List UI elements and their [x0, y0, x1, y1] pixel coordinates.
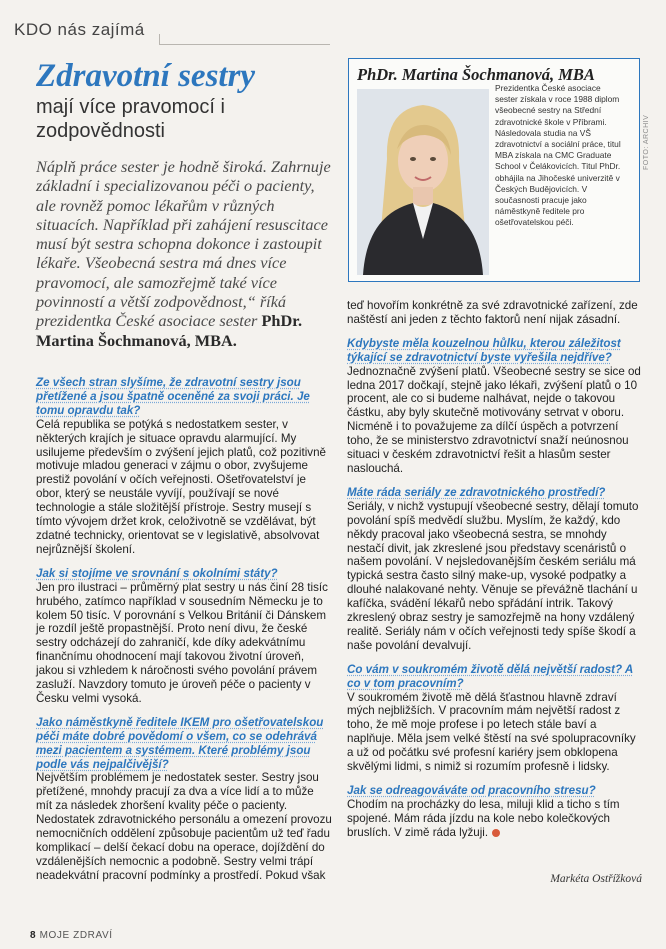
lead-name: PhDr. Martina Šochmanová, MBA. [36, 311, 303, 350]
question: Jak se odreagováváte od pracovního stresu? [347, 784, 596, 797]
article-lead [36, 157, 336, 350]
lead-text: Náplň práce sester je hodně široká. Zahrnuje základní i specializovanou péči o pacienty, ale rovněž pomoc lékařům v různých situacích. Například při zahájení resuscitace musí být sestra schopna dokonce i zastoupit lékaře. Všeobecná sestra má dnes více pravomocí, ale samozřejmě také více povinností a větší zodpovědnost,“ říká prezidentka České asociace sester [36, 157, 331, 331]
right-column [347, 299, 643, 850]
answer: Největším problémem je nedostatek sester. Sestry jsou přetížené, mnohdy pracují za dva a více lidí a to může mít za následek zhoršení kvality péče o pacienty. Nedostatek zdravotnického personálu a omezení provozu nemocničních oddělení způsobuje pacientům už teď řadu komplikací – delší čekací dobu na operace, dojíždění do vzdálenějších nemocnic a podobně. Sestry velmi trápí neadekvátní pracovní podmínky a prostředí. Pokud však [36, 771, 332, 882]
question: Jako náměstkyně ředitele IKEM pro ošetřovatelskou péči máte dobré povědomí o všem, co se odehrává mezi pacientem a systémem. Které problémy jsou podle vás nejpalčivější? [36, 715, 324, 771]
profile-name: PhDr. Martina Šochmanová, MBA [357, 65, 595, 84]
page-footer [30, 930, 113, 941]
section-label: KDO nás zajímá [14, 20, 145, 39]
answer: Seriály, v nichž vystupují všeobecné sestry, dělají tomuto povolání spíš medvědí službu. Myslím, že každý, kdo někdy pracoval jako všeobecná sestra, se mnohdy nestačí divit, jak zkreslené jsou představy scenáristů o našem povolání. V nejsledovanějším českém seriálu má typická sestra často silný make-up, vysoké podpatky a dlouhé nalakované nehty. Věnuje se převážně tlachání u kafíčka, svádění lékařů nebo spřádání intrik. Takový zkreslený obraz sestry je samozřejmě na hony vzdálený realitě. Seriály nám v očích veřejnosti tedy spíše škodí a naše povolání devalvují. [347, 499, 639, 652]
question: Co vám v soukromém životě dělá největší radost? A co v tom pracovním? [347, 662, 634, 690]
question: Kdybyste měla kouzelnou hůlku, kterou záležitost týkající se zdravotnictví byste vyřešila nejdříve? [347, 336, 621, 364]
answer: V soukromém životě mě dělá šťastnou hlavně zdraví mých nejbližších. V pracovním mám největší radost z toho, že mě moje profese i po letech stále baví a naplňuje. Měla jsem velké štěstí na své spolupracovníky a už od počátku své profesní kariéry jsem obklopena skvělými lidmi, s nimiž si rozumím profesně i lidsky. [347, 690, 636, 774]
end-mark-icon [492, 829, 500, 837]
answer: Jen pro ilustraci – průměrný plat sestry u nás činí 28 tisíc hrubého, zatímco například v sousedním Německu je to kolem 50 tisíc. V porovnání s Velkou Británií či Dánskem je rozdíl ještě propastnější. Proto není divu, že české sestry odcházejí do zahraničí, kde díky adekvátnímu finančnímu ohodnocení mají takovou životní úroveň, jakou si vzhledem k náročnosti svého povolání právem zasluží. Navzdory tomuto je úroveň péče o pacienty v Česku velmi vysoká. [36, 580, 328, 705]
article-title: Zdravotní sestry [36, 58, 256, 94]
portrait-illustration [357, 89, 489, 275]
magazine-name: MOJE ZDRAVÍ [39, 930, 113, 941]
question: Ze všech stran slyšíme, že zdravotní sestry jsou přetížené a jsou špatně oceněné za svoji práci. Je tomu opravdu tak? [36, 376, 310, 417]
answer: Celá republika se potýká s nedostatkem sester, v některých krajích je situace opravdu alarmující. My usilujeme především o zvýšení jejich platů, což pozitivně motivuje mladou generaci v zájmu o obor, zvyšujeme prestiž povolání v očích veřejnosti. Ošetřovatelství je obor, který se neustále vyvíjí, používají se nové technologie a stále složitější přístroje. Sestry musejí s tímto vývojem držet krok, celoživotně se vzdělávat, být zdatné technicky, orientovat se v legislativě, absolvovat nejrůznější školení. [36, 417, 326, 556]
question: Jak si stojíme ve srovnání s okolními státy? [36, 566, 278, 580]
final-answer-text: Chodím na procházky do lesa, miluji klid a ticho s tím spojené. Mám ráda jízdu na kole nebo kolečkových bruslích. V zimě ráda lyžuji. [347, 797, 620, 839]
portrait-photo [357, 89, 489, 275]
page-number: 8 [30, 930, 37, 941]
profile-bio: Prezidentka České asociace sester získala v roce 1988 diplom všeobecné sestry na Střední zdravotnické škole v Příbrami. Následovala studia na VŠ zdravotnictví a sociální práce, titul MBA získala na CMC Graduate School v Čelákovicích. Titul PhDr. obhájila na Jihočeské univerzitě v Českých Budějovicích. V současnosti pracuje jako náměstkyně ředitele pro ošetřovatelskou péči. [495, 83, 621, 228]
left-column [36, 376, 332, 893]
section-rule [160, 44, 330, 45]
question: Máte ráda seriály ze zdravotnického prostředí? [347, 485, 606, 499]
answer [347, 798, 643, 840]
byline: Markéta Ostřížková [550, 873, 642, 885]
answer-continuation: teď hovořím konkrétně za své zdravotnické zařízení, zde naštěstí ani jeden z těchto faktorů není nijak zásadní. [347, 299, 638, 326]
photo-credit: FOTO: ARCHIV [643, 114, 650, 170]
answer: Jednoznačně zvýšení platů. Všeobecné sestry se sice od ledna 2017 dočkají, stejně jako lékaři, zvýšení platů o 10 procent, ale co si budeme nalhávat, nejde o takovou částku, aby byly skutečně motivovány setrvat v oboru. Nicméně i to považujeme za dílčí úspěch a potvrzení toho, že se ministerstvo zdravotnictví snaží neúnosnou situaci v českém zdravotnictví řešit a hlasům sester naslouchá. [347, 364, 641, 475]
profile-box [348, 58, 640, 282]
article-subtitle: mají více pravomocí i zodpovědnosti [36, 96, 225, 142]
